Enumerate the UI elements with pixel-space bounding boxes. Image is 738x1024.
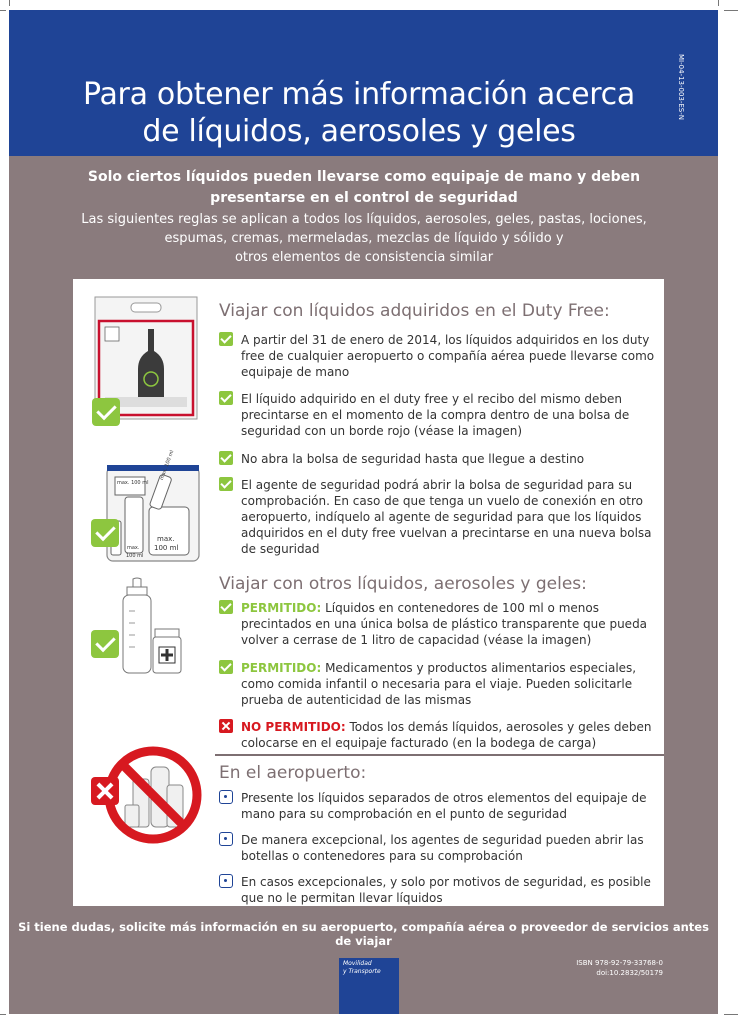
bag-label: max. bbox=[157, 535, 175, 543]
list-item-text: Presente los líquidos separados de otros elementos del equipaje de mano para su comprobación en el punto de seguridad bbox=[241, 791, 647, 821]
check-icon bbox=[219, 332, 233, 346]
list-item-text: A partir del 31 de enero de 2014, los líquidos adquiridos en los duty free de cualquier aeropuerto o compañía aérea puede llevarse como equipaje de mano bbox=[241, 333, 655, 379]
item-text: Todos los demás líquidos, aerosoles y geles deben colocarse en el equipaje facturado (en la bodega de carga) bbox=[241, 720, 652, 750]
page-title bbox=[29, 76, 689, 150]
crop-mark bbox=[724, 10, 738, 11]
intro-text bbox=[19, 210, 709, 267]
document-id: MI-04-13-003-ES-N bbox=[677, 54, 685, 121]
crop-mark bbox=[0, 1014, 6, 1015]
list-item bbox=[219, 832, 655, 864]
list-item-text: De manera excepcional, los agentes de seguridad pueden abrir las botellas o contenedores para su comprobación bbox=[241, 833, 644, 863]
section-title-duty-free: Viajar con líquidos adquiridos en el Duty Free: bbox=[219, 301, 610, 321]
rules-panel bbox=[73, 279, 664, 906]
list-item bbox=[219, 332, 655, 380]
list-item bbox=[219, 391, 655, 439]
list-item bbox=[219, 451, 655, 467]
title-line: Para obtener más información acerca bbox=[83, 77, 635, 112]
bullet-icon bbox=[219, 874, 233, 888]
list-item-text bbox=[219, 719, 655, 751]
liquids-bag-illustration bbox=[103, 461, 203, 565]
section-title-airport: En el aeropuerto: bbox=[219, 763, 367, 783]
list-item-text: En casos excepcionales, y solo por motivos de seguridad, es posible que no le permitan llevar líquidos bbox=[241, 875, 651, 905]
check-icon bbox=[219, 600, 233, 614]
check-icon bbox=[219, 660, 233, 674]
check-icon bbox=[219, 391, 233, 405]
forbidden-badge-icon bbox=[91, 777, 119, 805]
crop-mark bbox=[718, 0, 719, 6]
logo-text: Movilidad bbox=[343, 960, 372, 967]
item-text: Medicamentos y productos alimentarios especiales, como comida infantil o necesaria para el viaje. Pueden solicitarle prueba de autenticidad de las mismas bbox=[241, 661, 637, 707]
list-item bbox=[219, 477, 655, 557]
header-band bbox=[9, 10, 718, 156]
bag-label: max. 100 ml bbox=[117, 480, 149, 486]
list-item-text: El líquido adquirido en el duty free y el recibo del mismo deben precintarse en el momento de la compra dentro de una bolsa de seguridad con un borde rojo (véase la imagen) bbox=[241, 392, 630, 438]
list-item bbox=[219, 660, 655, 708]
forbidden-icon bbox=[219, 719, 233, 733]
intro-text-line: espumas, cremas, mermeladas, mezclas de líquido y sólido y bbox=[164, 231, 564, 246]
list-item bbox=[219, 719, 655, 751]
publication-info bbox=[576, 958, 663, 978]
bag-label: 100 ml bbox=[126, 553, 144, 559]
list-item bbox=[219, 874, 655, 906]
check-badge-icon bbox=[91, 519, 119, 547]
not-permitted-label: NO PERMITIDO: bbox=[241, 720, 346, 734]
doi-text: doi:10.2832/50179 bbox=[596, 969, 663, 977]
list-item bbox=[219, 600, 655, 648]
section-title-other-liquids: Viajar con otros líquidos, aerosoles y geles: bbox=[219, 574, 587, 594]
check-icon bbox=[219, 451, 233, 465]
crop-mark bbox=[9, 0, 10, 6]
bullet-icon bbox=[219, 832, 233, 846]
bag-label: max. bbox=[127, 545, 140, 551]
list-item-text bbox=[219, 600, 655, 648]
section-divider bbox=[215, 754, 664, 756]
check-badge-icon bbox=[91, 630, 119, 658]
crop-mark bbox=[0, 10, 6, 11]
footer-note: Si tiene dudas, solicite más información en su aeropuerto, compañía aérea o proveedor de servicios antes de viajar bbox=[18, 920, 709, 948]
check-icon bbox=[219, 477, 233, 491]
list-item-text: El agente de seguridad podrá abrir la bolsa de seguridad para su comprobación. En caso de que tenga un vuelo de conexión en otro aeropuerto, indíquelo al agente de seguridad para que los líquidos adquiridos en el duty free vuelvan a precintarse en una nueva bolsa de seguridad bbox=[241, 478, 652, 556]
item-text: Líquidos en contenedores de 100 ml o menos precintados en una única bolsa de plástico transparente que pueda volver a cerrase de 1 litro de capacidad (véase la imagen) bbox=[241, 601, 648, 647]
poster bbox=[9, 10, 718, 1014]
check-badge-icon bbox=[92, 398, 120, 426]
intro-heading-line: presentarse en el control de seguridad bbox=[210, 190, 518, 206]
bag-label: max. 100 ml bbox=[159, 449, 176, 482]
mobility-transport-logo bbox=[339, 958, 399, 1014]
logo-text: y Transporte bbox=[343, 968, 381, 975]
intro-text-line: otros elementos de consistencia similar bbox=[234, 250, 494, 265]
baby-bottle-medicine-illustration bbox=[119, 577, 189, 677]
list-item-text: No abra la bolsa de seguridad hasta que llegue a destino bbox=[241, 452, 585, 466]
permitted-label: PERMITIDO: bbox=[241, 661, 322, 675]
permitted-label: PERMITIDO: bbox=[241, 601, 322, 615]
bag-label: 100 ml bbox=[154, 544, 179, 552]
intro-heading bbox=[19, 167, 709, 209]
title-line: de líquidos, aerosoles y geles bbox=[142, 114, 576, 149]
intro-heading-line: Solo ciertos líquidos pueden llevarse como equipaje de mano y deben bbox=[87, 169, 641, 185]
intro-text-line: Las siguientes reglas se aplican a todos los líquidos, aerosoles, geles, pastas, lociones, bbox=[81, 212, 647, 227]
bullet-icon bbox=[219, 790, 233, 804]
crop-mark bbox=[724, 1014, 738, 1015]
list-item-text bbox=[219, 660, 655, 708]
isbn-text: ISBN 978-92-79-33768-0 bbox=[576, 959, 663, 967]
list-item bbox=[219, 790, 655, 822]
